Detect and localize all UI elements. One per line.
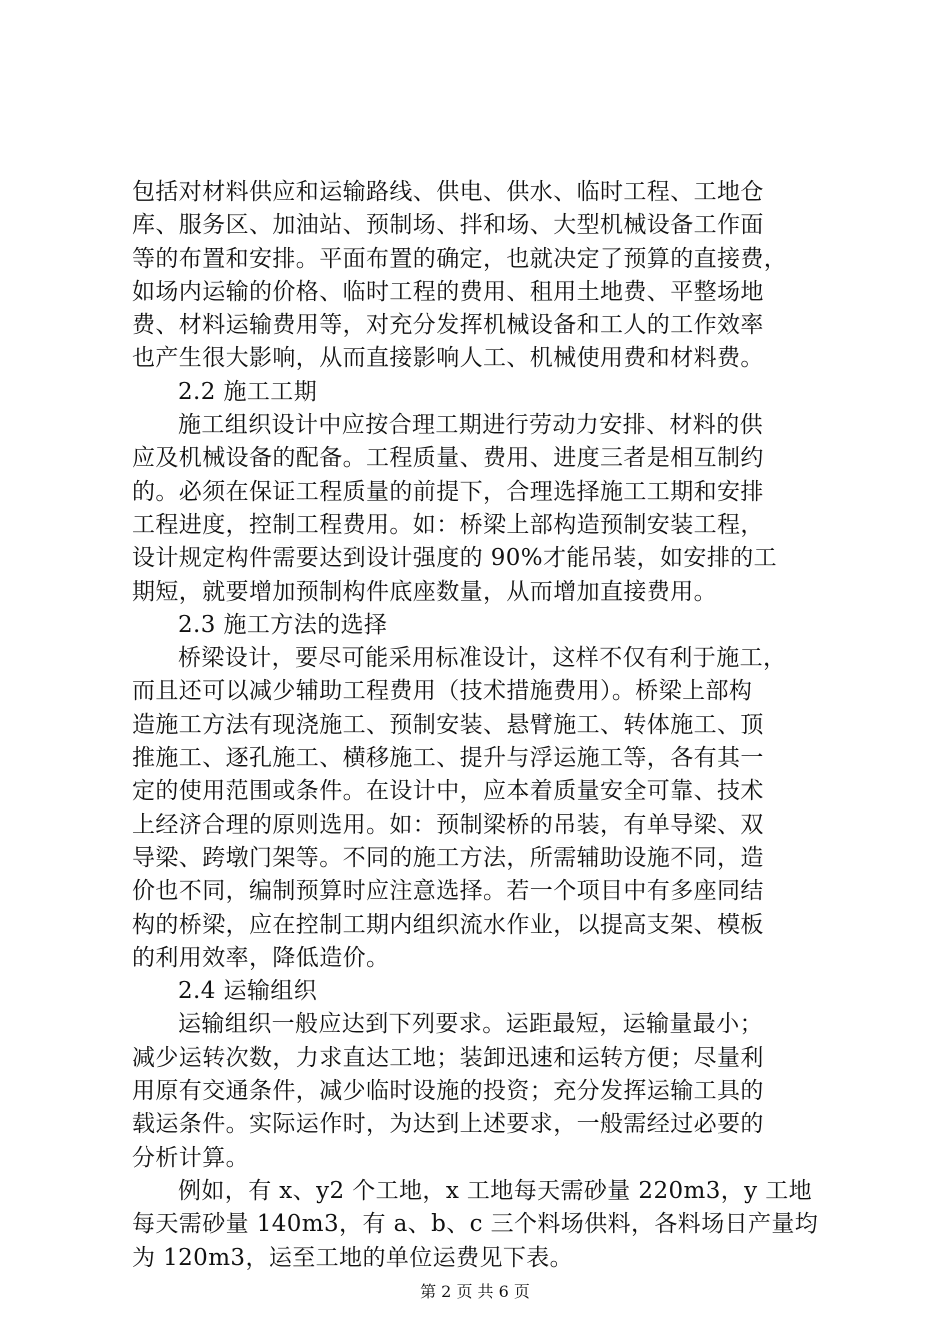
text-line: 包括对材料供应和运输路线、供电、供水、临时工程、工地仓: [132, 179, 764, 205]
section-heading-2-4: 2.4 运输组织: [178, 978, 318, 1005]
paragraph-example: [132, 1175, 832, 1275]
text-line: 导梁、跨墩门架等。不同的施工方法，所需辅助设施不同，造: [132, 844, 764, 871]
text-line: 等的布置和安排。平面布置的确定，也就决定了预算的直接费，: [132, 245, 788, 272]
text-line: 推施工、逐孔施工、横移施工、提升与浮运施工等，各有其一: [132, 745, 764, 772]
text-line: 为 120m3，运至工地的单位运费见下表。: [132, 1244, 574, 1271]
text-line: 也产生很大影响，从而直接影响人工、机械使用费和材料费。: [132, 345, 764, 372]
text-line: 的。必须在保证工程质量的前提下，合理选择施工工期和安排: [132, 478, 764, 505]
text-line: 例如，有 x、y2 个工地，x 工地每天需砂量 220m3，y 工地: [178, 1177, 813, 1204]
text-line: 期短，就要增加预制构件底座数量，从而增加直接费用。: [132, 578, 717, 605]
text-line: 构的桥梁，应在控制工期内组织流水作业，以提高支架、模板: [132, 911, 764, 938]
text-line: 费、材料运输费用等，对充分发挥机械设备和工人的工作效率: [132, 312, 764, 339]
text-line: 应及机械设备的配备。工程质量、费用、进度三者是相互制约: [132, 445, 764, 472]
section-heading-2-3: 2.3 施工方法的选择: [178, 611, 388, 638]
page-number-footer: 第 2 页 共 6 页: [420, 1282, 530, 1301]
text-line: 价也不同，编制预算时应注意选择。若一个项目中有多座同结: [132, 878, 764, 905]
text-line: 载运条件。实际运作时，为达到上述要求，一般需经过必要的: [132, 1111, 764, 1138]
text-line: 上经济合理的原则选用。如：预制梁桥的吊装，有单导梁、双: [132, 811, 764, 838]
text-line: 的利用效率，降低造价。: [132, 944, 390, 971]
paragraph-layout-intro: [132, 176, 832, 376]
section-heading-2-2: 2.2 施工工期: [178, 378, 318, 405]
text-line: 如场内运输的价格、临时工程的费用、租用土地费、平整场地: [132, 278, 764, 305]
text-line: 运输组织一般应达到下列要求。运距最短，运输量最小；: [178, 1011, 763, 1038]
text-line: 分析计算。: [132, 1144, 249, 1171]
text-line: 定的使用范围或条件。在设计中，应本着质量安全可靠、技术: [132, 778, 764, 805]
text-line: 用原有交通条件，减少临时设施的投资；充分发挥运输工具的: [132, 1078, 764, 1105]
document-body: [132, 176, 832, 1275]
text-line: 减少运转次数，力求直达工地；装卸迅速和运转方便；尽量利: [132, 1044, 764, 1071]
paragraph-construction-period: [132, 409, 832, 609]
paragraph-transport-organization: [132, 1008, 832, 1174]
text-line: 每天需砂量 140m3，有 a、b、c 三个料场供料，各料场日产量均: [132, 1211, 819, 1238]
text-line: 工程进度，控制工程费用。如：桥梁上部构造预制安装工程，: [132, 511, 764, 538]
paragraph-construction-method: [132, 642, 832, 975]
text-line: 库、服务区、加油站、预制场、拌和场、大型机械设备工作面: [132, 212, 764, 239]
text-line: 设计规定构件需要达到设计强度的 90%才能吊装，如安排的工: [132, 545, 778, 572]
text-line: 造施工方法有现浇施工、预制安装、悬臂施工、转体施工、顶: [132, 711, 764, 738]
text-line: 而且还可以减少辅助工程费用（技术措施费用）。桥梁上部构: [132, 678, 753, 705]
text-line: 桥梁设计，要尽可能采用标准设计，这样不仅有利于施工，: [178, 645, 787, 672]
text-line: 施工组织设计中应按合理工期进行劳动力安排、材料的供: [178, 412, 763, 439]
